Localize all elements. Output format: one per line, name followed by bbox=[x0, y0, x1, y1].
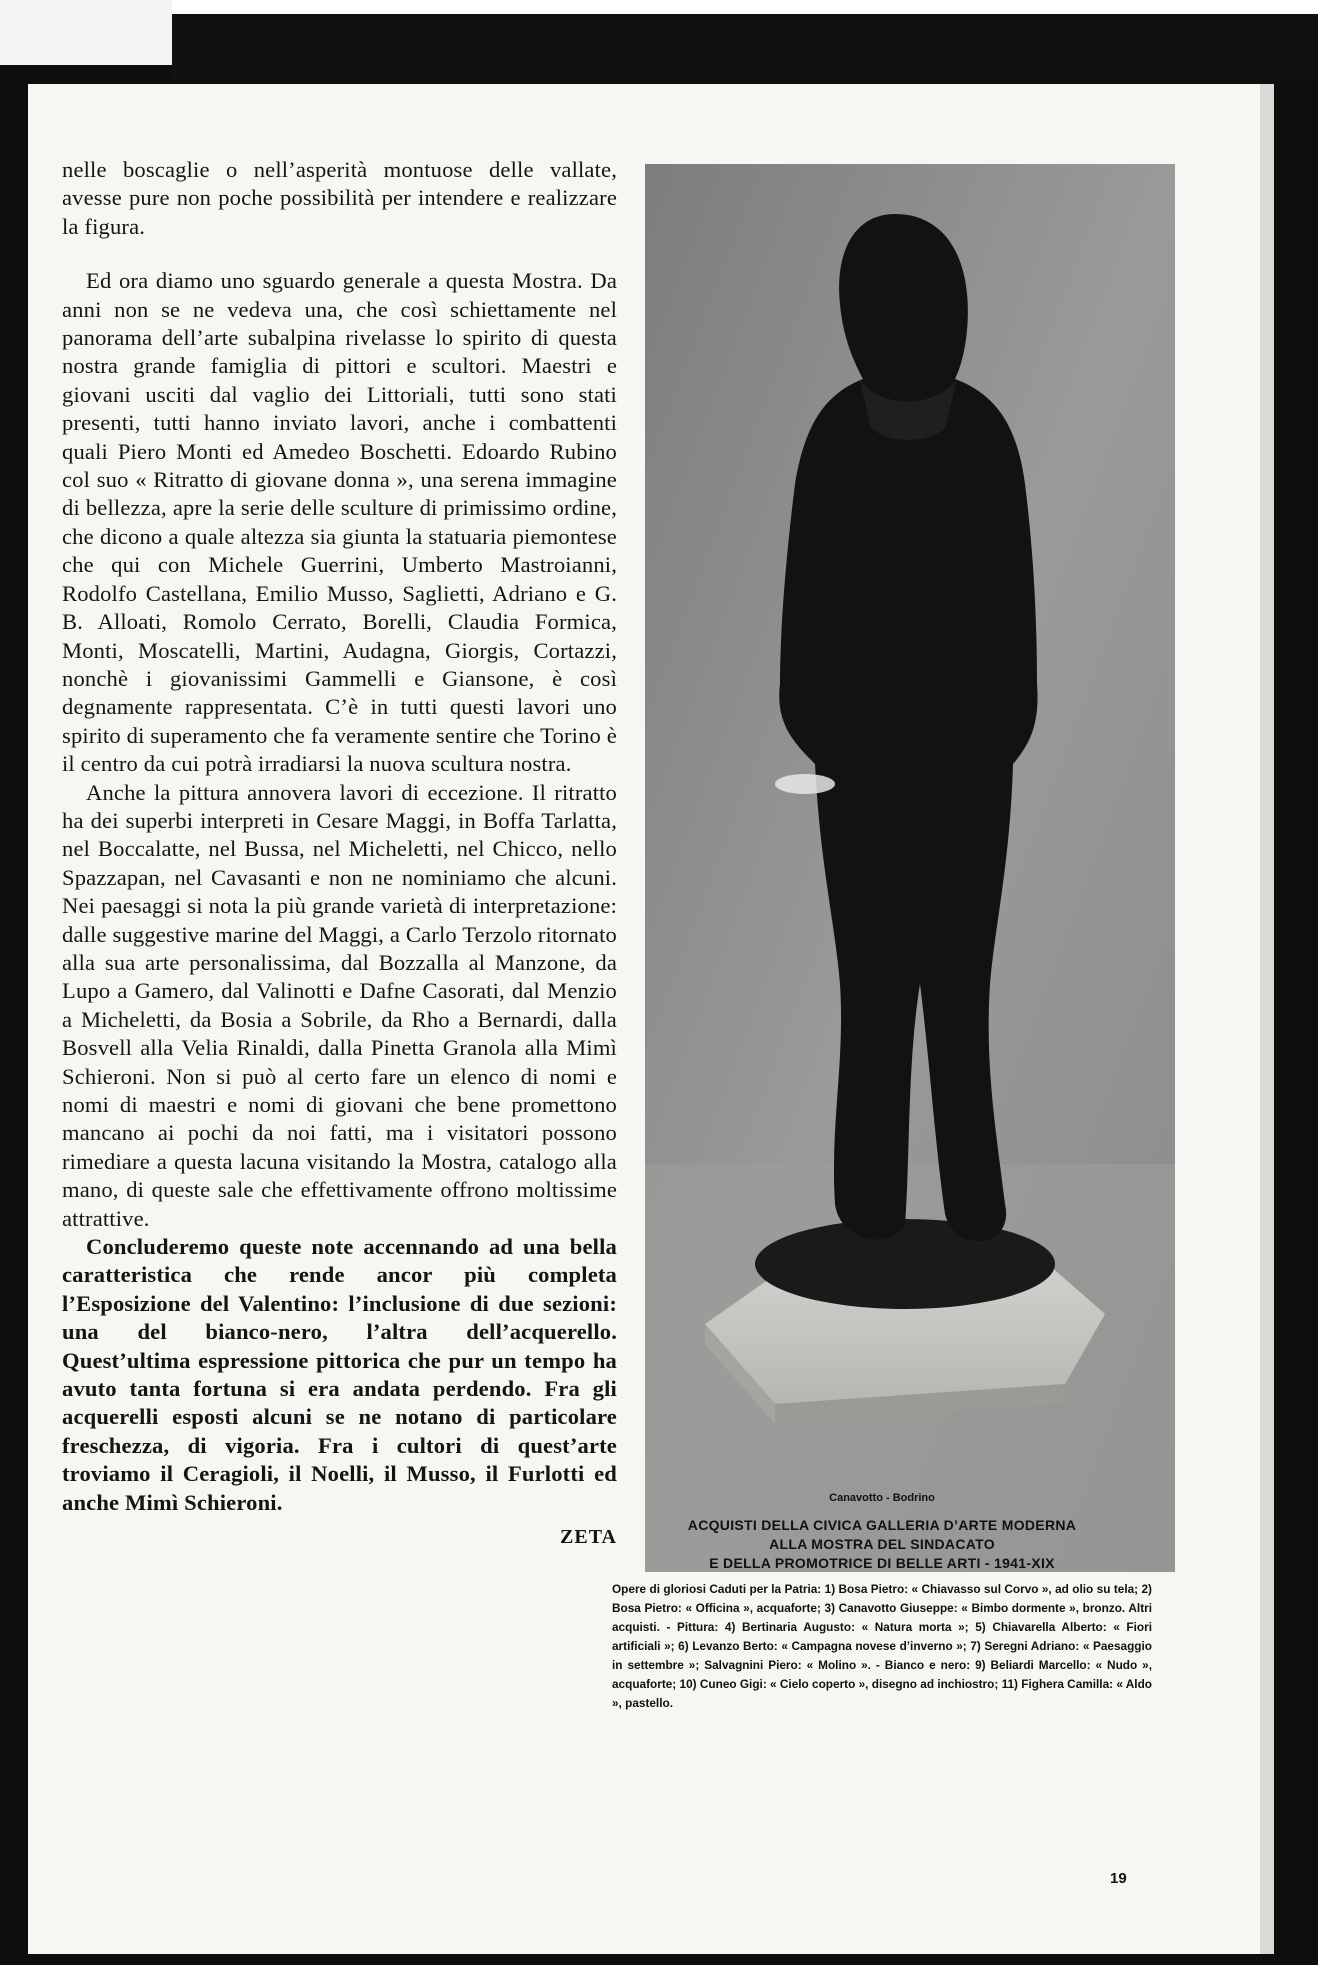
article-paragraph: nelle boscaglie o nell’asperità montuose delle vallate, avesse pure non poche possibilità per intendere e realizzare la figura. bbox=[62, 157, 617, 239]
scan-margin bbox=[0, 0, 172, 65]
article-paragraph: Ed ora diamo uno sguardo generale a questa Mostra. Da anni non se ne vedeva una, che così schiettamente nel panorama dell’arte subalpina rivelasse lo spirito di questa nostra grande famiglia di pittori e scultori. Maestri e giovani usciti dal vaglio dei Littoriali, tutti sono stati presenti, tutti hanno inviato lavori, anche i combattenti quali Piero Monti ed Amedeo Boschetti. Edoardo Rubino col suo « Ritratto di giovane donna », una serena immagine di bellezza, apre la serie delle sculture di primissimo ordine, che dicono a quale altezza sia giunta la statuaria piemontese che qui con Michele Guerrini, Umberto Mastroianni, Rodolfo Castellana, Emilio Musso, Saglietti, Adriano e G. B. Alloati, Romolo Cerrato, Borelli, Claudia Formica, Monti, Moscatelli, Martini, Audagna, Giorgis, Cortazzi, nonchè i giovanissimi Gammelli e Giansone, è così degnamente rappresentata. C’è in tutti questi lavori uno spirito di superamento che fa veramente sentire che Torino è il centro da cui potrà irradiarsi la nuova scultura nostra. bbox=[62, 268, 617, 777]
photo-credit: Canavotto - Bodrino bbox=[829, 1492, 935, 1504]
caption-title-line: ACQUISTI DELLA CIVICA GALLERIA D’ARTE MODERNA bbox=[687, 1517, 1077, 1533]
article-paragraph: Anche la pittura annovera lavori di eccezione. Il ritratto ha dei superbi interpreti in Cesare Maggi, in Boffa Tarlatta, nel Boccalatte, nel Bussa, nel Micheletti, nel Chicco, nello Spazzapan, nel Cavasanti e non ne nominiamo che alcuni. Nei paesaggi si nota la più grande varietà di interpretazione: dalle suggestive marine del Maggi, a Carlo Terzolo ritornato alla sua arte personalissima, dal Bozzalla al Manzone, da Lupo a Gamero, dal Valinotti e Dafne Casorati, dal Menzio a Micheletti, da Bosia a Sobrile, da Rho a Bernardi, dalla Bosvell alla Velia Rinaldi, dalla Pinetta Granola alla Mimì Schieroni. Non si può al certo fare un elenco di nomi e nomi di maestri e nomi di giovani che bene promettono mancano ai pochi da noi fatti, ma i visitatori possono rimediare a questa lacuna visitando la Mostra, catalogo alla mano, di queste sale che effettivamente offrono moltissime attrattive. bbox=[62, 779, 617, 1231]
article-paragraph: Concluderemo queste note accennando ad una bella caratteristica che rende ancor più completa l’Esposizione del Valentino: l’inclusione di due sezioni: una del bianco-nero, l’altra dell’acquerello. Quest’ultima espressione pittorica che pur un tempo ha avuto tanta fortuna si era andata perdendo. Fra gli acquerelli esposti alcuni se ne notano di particolare freschezza, di vigoria. Fra i cultori di quest’arte troviamo il Ceragioli, il Noelli, il Musso, il Furlotti ed anche Mimì Schieroni. bbox=[62, 1234, 617, 1515]
caption-title-line: ALLA MOSTRA DEL SINDACATO bbox=[769, 1536, 995, 1552]
page-edge-shadow bbox=[1260, 84, 1274, 1954]
article-author: ZETA bbox=[560, 1526, 617, 1549]
sculpture-figure-image bbox=[645, 164, 1175, 1572]
page-number: 19 bbox=[1110, 1870, 1127, 1887]
sculpture-photo bbox=[645, 164, 1175, 1572]
caption-title bbox=[612, 1516, 1152, 1573]
scan-edge-bar bbox=[172, 14, 1318, 80]
article-column bbox=[62, 156, 617, 1552]
caption-body: Opere di gloriosi Caduti per la Patria: 1) Bosa Pietro: « Chiavasso sul Corvo », ad olio su tela; 2) Bosa Pietro: « Officina », acquaforte; 3) Canavotto Giuseppe: « Bimbo dormente », bronzo. Altri acquisti. - Pittura: 4) Bertinaria Augusto: « Natura morta »; 5) Chiavarella Alberto: « Fiori artificiali »; 6) Levanzo Berto: « Campagna novese d’inverno »; 7) Seregni Adriano: « Paesaggio in settembre »; Salvagnini Piero: « Molino ». - Bianco e nero: 9) Beliardi Marcello: « Nudo », acquaforte; 10) Cuneo Gigi: « Cielo coperto », disegno ad inchiostro; 11) Fighera Camilla: « Aldo », pastello. bbox=[612, 1582, 1152, 1710]
caption-title-line: E DELLA PROMOTRICE DI BELLE ARTI - 1941-XIX bbox=[709, 1555, 1055, 1571]
